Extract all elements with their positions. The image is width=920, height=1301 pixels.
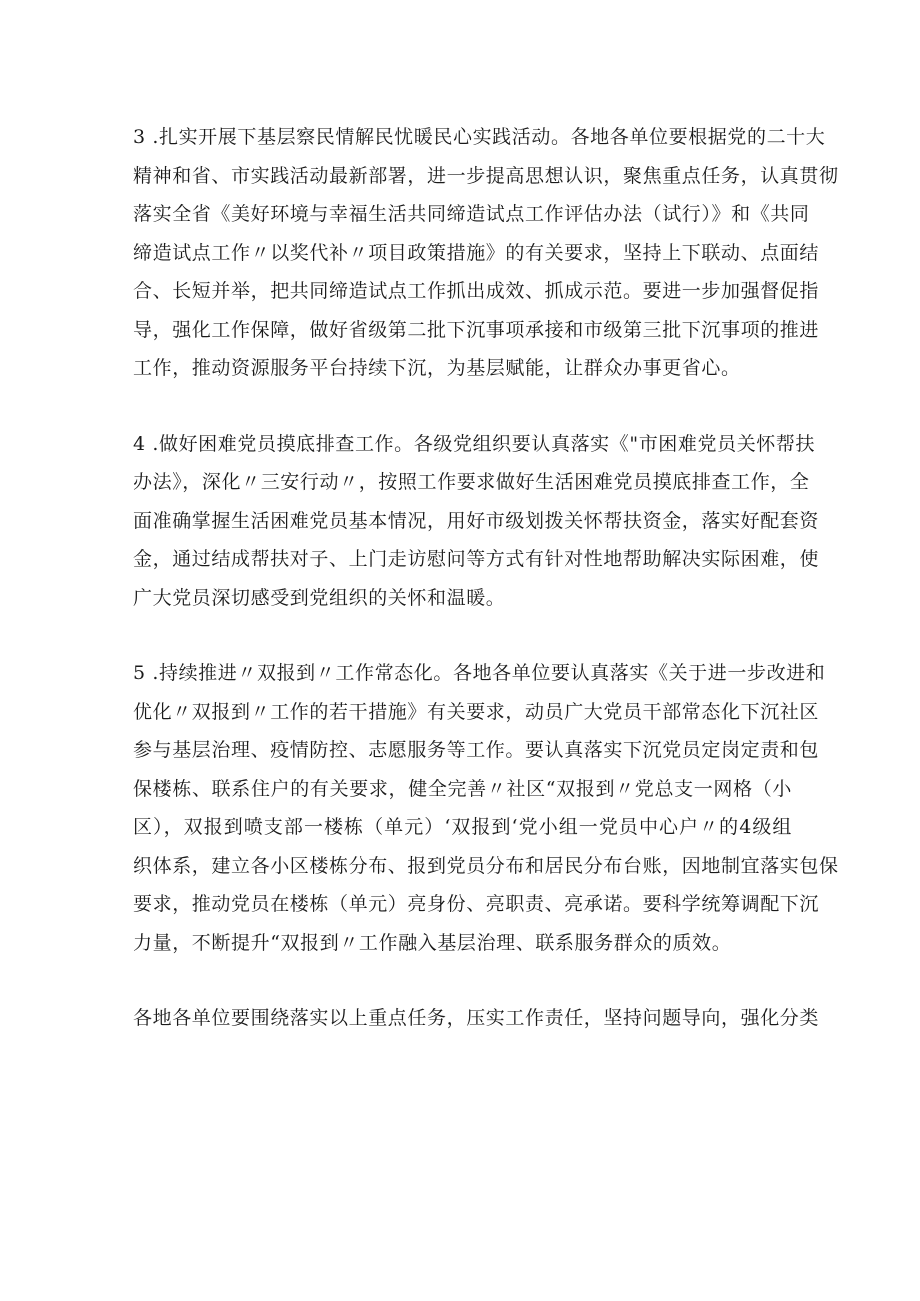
paragraph-item-4 — [133, 425, 820, 618]
text-line: 参与基层治理、疫情防控、志愿服务等工作。要认真落实下沉党员定岗定责和包 — [133, 739, 820, 761]
text-line: 缔造试点工作〃以奖代补〃项目政策措施》的有关要求，坚持上下联动、点面结 — [133, 241, 820, 264]
text-line: 办法》，深化〃三安行动〃，按照工作要求做好生活困难党员摸底排查工作，全 — [133, 471, 810, 493]
text-line: 各地各单位要围绕落实以上重点任务，压实工作责任，坚持问题导向，强化分类 — [133, 1007, 820, 1029]
text-line: 面准确掌握生活困难党员基本情况，用好市级划拨关怀帮扶资金，落实好配套资 — [133, 509, 820, 532]
paragraph-item-5 — [133, 654, 839, 962]
text-line: 导，强化工作保障，做好省级第二批下沉事项承接和市级第三批下沉事项的推进 — [133, 318, 820, 341]
text-line: 落实全省《美好环境与幸福生活共同缔造试点工作评估办法（试行）》和《共同 — [133, 203, 810, 225]
text-line: 金，通过结成帮扶对子、上门走访慰问等方式有针对性地帮助解决实际困难，使 — [133, 548, 820, 570]
text-line: 力量，不断提升“双报到〃工作融入基层治理、联系服务群众的质效。 — [133, 931, 732, 954]
text-line: 要求，推动党员在楼栋（单元）亮身份、亮职责、亮承诺。要科学统筹调配下沉 — [133, 893, 820, 915]
text-line: 3 .扎实开展下基层察民情解民忧暖民心实践活动。各地各单位要根据党的二十大 — [133, 126, 826, 148]
text-line: 保楼栋、联系住户的有关要求，健全完善〃社区“双报到〃党总支一网格（小 — [133, 777, 792, 800]
text-line: 织体系，建立各小区楼栋分布、报到党员分布和居民分布台账，因地制宜落实包保 — [133, 854, 839, 877]
text-line: 工作，推动资源服务平台持续下沉，为基层赋能，让群众办事更省心。 — [133, 357, 741, 379]
text-line: 精神和省、市实践活动最新部署，进一步提高思想认识，聚焦重点任务，认真贯彻 — [133, 164, 839, 187]
text-line: 优化〃双报到〃工作的若干措施》有关要求，动员广大党员干部常态化下沉社区 — [133, 700, 820, 723]
text-line: 4 .做好困难党员摸底排查工作。各级党组织要认真落实《"市困难党员关怀帮扶 — [133, 432, 816, 455]
text-line: 区），双报到喷支部一楼栋（单元）‘双报到‘党小组一党员中心户〃的4级组 — [133, 816, 792, 838]
text-line: 5 .持续推进〃双报到〃工作常态化。各地各单位要认真落实《关于进一步改进和 — [133, 662, 826, 684]
text-line: 合、长短并举，把共同缔造试点工作抓出成效、抓成示范。要进一步加强督促指 — [133, 280, 820, 302]
paragraph-item-3 — [133, 118, 839, 388]
text-line: 广大党员深切感受到党组织的关怀和温暖。 — [133, 586, 506, 609]
paragraph-summary — [133, 999, 820, 1038]
